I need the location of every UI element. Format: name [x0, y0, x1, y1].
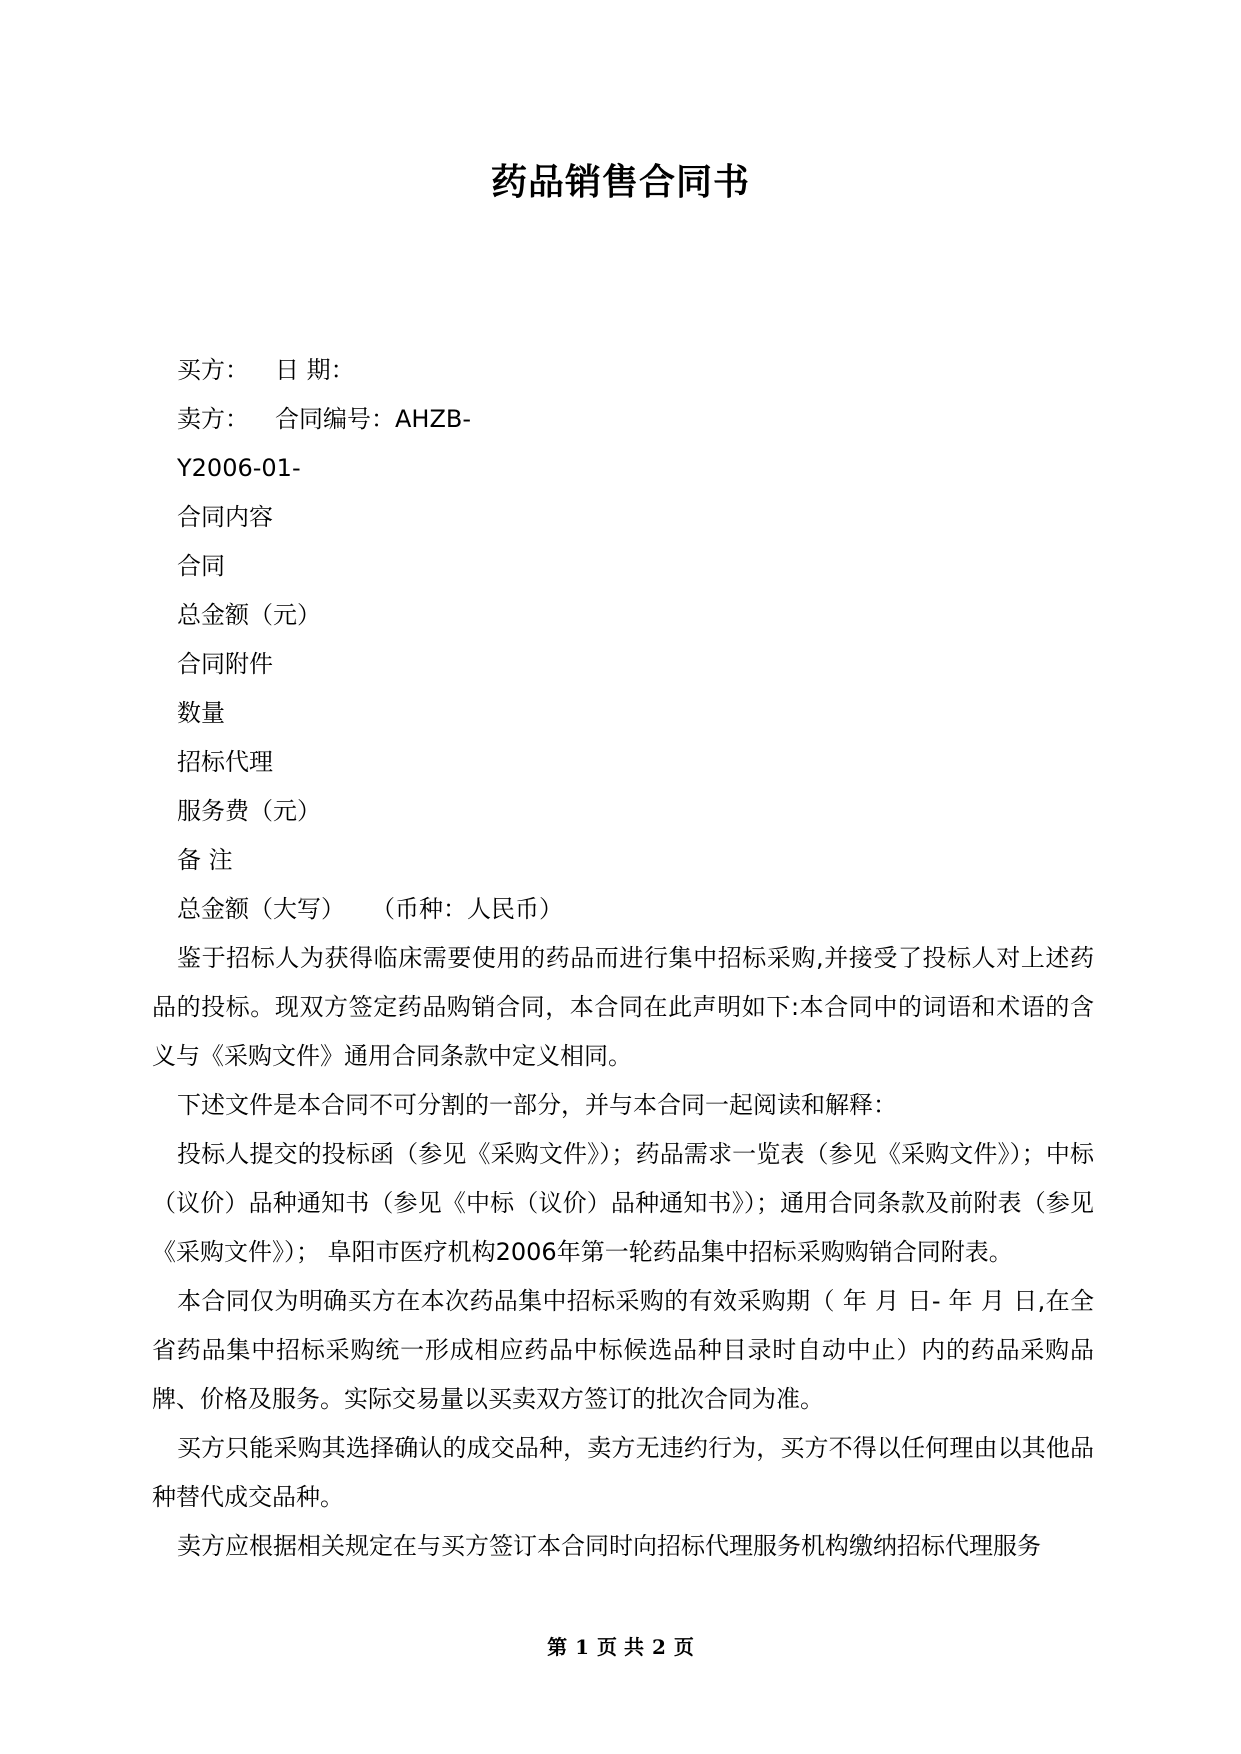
total-amount-capital-line	[152, 885, 1094, 934]
attachment-label: 合同附件	[177, 650, 273, 678]
document-title: 药品销售合同书	[490, 162, 750, 203]
page-total: 2	[651, 1635, 666, 1659]
paragraph-recital: 鉴于招标人为获得临床需要使用的药品而进行集中招标采购,并接受了投标人对上述药品的投标。现双方签定药品购销合同，本合同在此声明如下:本合同中的词语和术语的含义与《采购文件》通用合同条款中定义相同。	[152, 944, 1094, 1070]
contract-label: 合同	[177, 552, 225, 580]
contract-number-label: 合同编号：AHZB-	[275, 405, 472, 433]
paragraph-buyer-obligation: 买方只能采购其选择确认的成交品种，卖方无违约行为，买方不得以任何理由以其他品种替代成交品种。	[152, 1434, 1094, 1511]
date-label: 日 期：	[275, 356, 355, 384]
total-amount-label: 总金额（元）	[177, 601, 321, 629]
buyer-date-line	[152, 346, 1094, 395]
seller-label: 卖方：	[177, 405, 249, 433]
seller-contract-line	[152, 395, 1094, 444]
total-amount-capital-label: 总金额（大写）	[177, 895, 345, 923]
paragraph-documents-intro: 下述文件是本合同不可分割的一部分，并与本合同一起阅读和解释：	[177, 1091, 897, 1119]
contract-number-continued: Y2006-01-	[177, 454, 301, 482]
page-suffix: 页	[673, 1635, 694, 1659]
paragraph-seller-obligation: 卖方应根据相关规定在与买方签订本合同时向招标代理服务机构缴纳招标代理服务	[177, 1532, 1041, 1560]
agent-label: 招标代理	[177, 748, 273, 776]
page-prefix: 第	[547, 1635, 568, 1659]
page-mid: 页 共	[597, 1635, 644, 1659]
document-body	[152, 346, 1094, 1571]
paragraph-documents-list: 投标人提交的投标函（参见《采购文件》）；药品需求一览表（参见《采购文件》）；中标（议价）品种通知书（参见《中标（议价）品种通知书》）；通用合同条款及前附表（参见《采购文件》）； 阜阳市医疗机构2006年第一轮药品集中招标采购购销合同附表。	[152, 1140, 1094, 1266]
buyer-label: 买方：	[177, 356, 249, 384]
page-current: 1	[575, 1635, 590, 1659]
remarks-label: 备 注	[177, 846, 233, 874]
paragraph-procurement-period: 本合同仅为明确买方在本次药品集中招标采购的有效采购期（ 年 月 日- 年 月 日,在全省药品集中招标采购统一形成相应药品中标候选品种目录时自动中止）内的药品采购品牌、价格及服务。实际交易量以买卖双方签订的批次合同为准。	[152, 1287, 1094, 1413]
currency-label: （币种：人民币）	[371, 895, 563, 923]
quantity-label: 数量	[177, 699, 225, 727]
page-footer	[0, 1632, 1241, 1662]
contract-content-label: 合同内容	[177, 503, 273, 531]
service-fee-label: 服务费（元）	[177, 797, 321, 825]
